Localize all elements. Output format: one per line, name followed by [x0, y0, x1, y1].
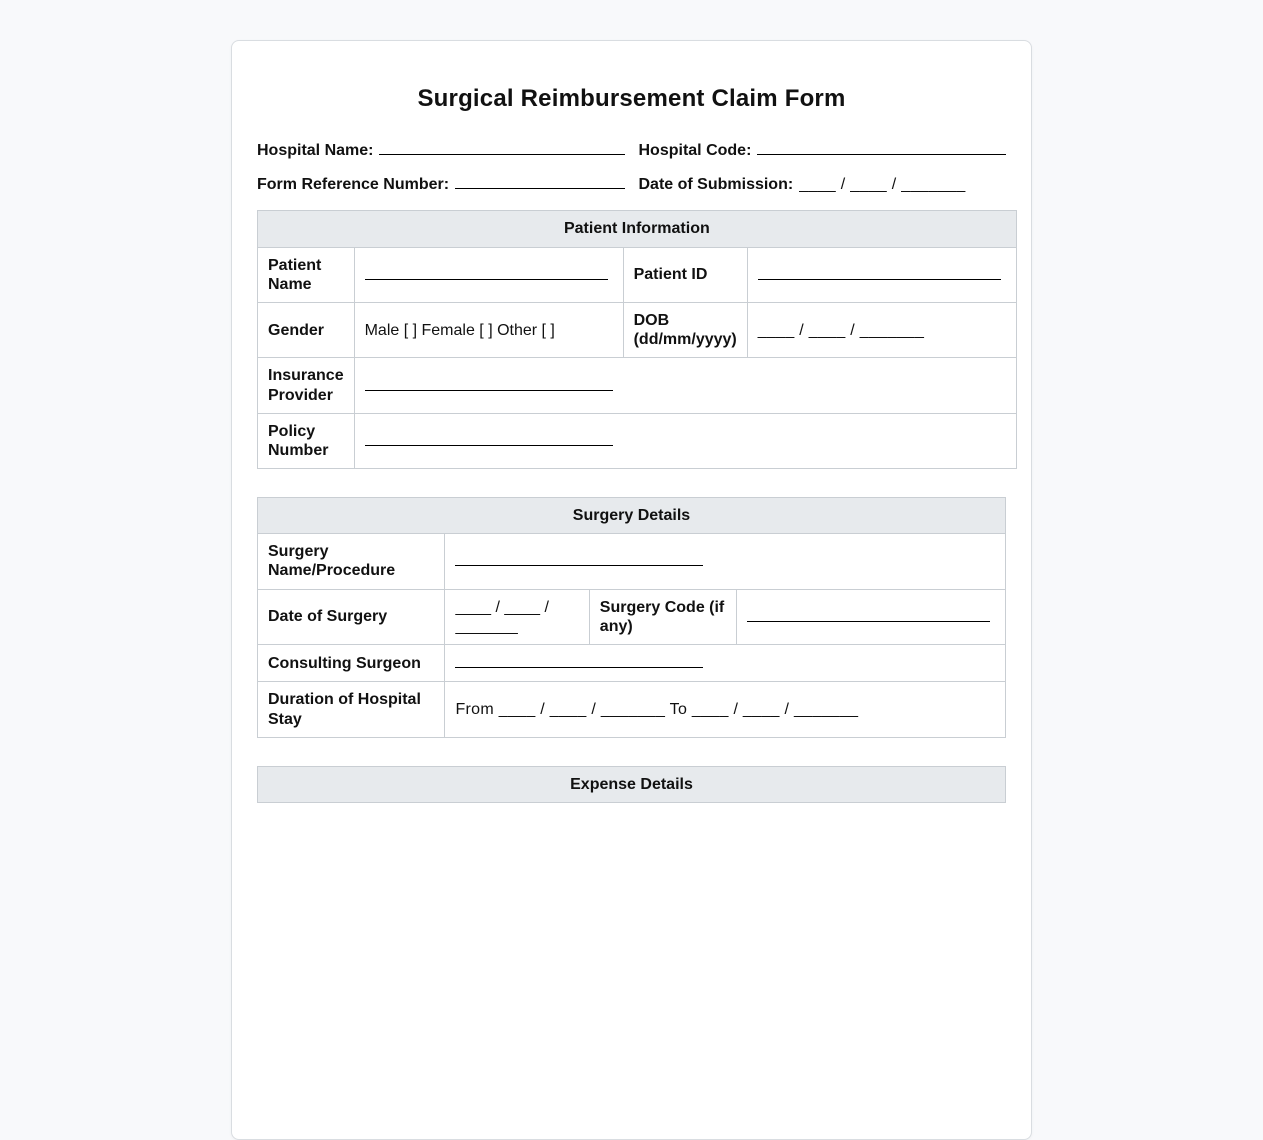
patient-id-cell — [747, 247, 1016, 302]
form-reference-label: Form Reference Number: — [257, 176, 450, 194]
surgery-details-table — [257, 497, 1006, 738]
claim-form-card — [231, 40, 1032, 1140]
form-reference-field — [257, 175, 625, 194]
surgery-details-section-header: Surgery Details — [258, 498, 1006, 534]
table-row — [258, 413, 1017, 468]
date-of-submission-blanks: ____ / ____ / _______ — [799, 176, 966, 194]
surgery-name-blank-line — [455, 551, 703, 566]
table-row — [258, 247, 1017, 302]
insurance-provider-label: Insurance Provider — [258, 358, 355, 413]
expense-details-section-header: Expense Details — [258, 766, 1006, 802]
patient-name-cell — [354, 247, 623, 302]
hospital-code-field — [639, 141, 1007, 160]
patient-id-label: Patient ID — [623, 247, 747, 302]
date-of-submission-field — [639, 175, 1007, 194]
dob-label: DOB (dd/mm/yyyy) — [623, 302, 747, 357]
duration-of-stay-blanks-cell: From ____ / ____ / _______ To ____ / ____ / _______ — [445, 682, 1006, 737]
table-row — [258, 302, 1017, 357]
table-row — [258, 645, 1006, 682]
patient-id-blank-line — [758, 265, 1001, 280]
consulting-surgeon-label: Consulting Surgeon — [258, 645, 445, 682]
table-row — [258, 589, 1006, 644]
header-row-1 — [257, 141, 1006, 160]
header-row-2 — [257, 175, 1006, 194]
insurance-provider-cell — [354, 358, 1016, 413]
date-of-surgery-label: Date of Surgery — [258, 589, 445, 644]
duration-of-stay-label: Duration of Hospital Stay — [258, 682, 445, 737]
patient-information-table — [257, 210, 1017, 469]
table-row — [258, 534, 1006, 589]
date-of-submission-label: Date of Submission: — [638, 176, 794, 194]
dob-blanks-cell: ____ / ____ / _______ — [747, 302, 1016, 357]
policy-number-label: Policy Number — [258, 413, 355, 468]
patient-name-blank-line — [365, 265, 608, 280]
hospital-name-field — [257, 141, 625, 160]
patient-information-section-header: Patient Information — [258, 211, 1017, 247]
surgery-code-label: Surgery Code (if any) — [589, 589, 736, 644]
form-reference-blank-line — [455, 188, 624, 189]
expense-details-table — [257, 766, 1006, 803]
surgery-name-cell — [445, 534, 1006, 589]
table-row — [258, 358, 1017, 413]
surgery-name-label: Surgery Name/Procedure — [258, 534, 445, 589]
gender-label: Gender — [258, 302, 355, 357]
insurance-provider-blank-line — [365, 375, 613, 390]
date-of-surgery-blanks-cell: ____ / ____ / _______ — [445, 589, 589, 644]
hospital-code-label: Hospital Code: — [638, 142, 752, 159]
consulting-surgeon-cell — [445, 645, 1006, 682]
hospital-name-blank-line — [379, 154, 624, 155]
surgery-code-cell — [736, 589, 1005, 644]
table-row — [258, 682, 1006, 737]
consulting-surgeon-blank-line — [455, 653, 703, 668]
patient-name-label: Patient Name — [258, 247, 355, 302]
hospital-code-blank-line — [757, 154, 1006, 155]
form-title: Surgical Reimbursement Claim Form — [417, 85, 846, 112]
policy-number-blank-line — [365, 431, 613, 446]
hospital-name-label: Hospital Name: — [257, 142, 374, 159]
policy-number-cell — [354, 413, 1016, 468]
gender-options-cell: Male [ ] Female [ ] Other [ ] — [354, 302, 623, 357]
surgery-code-blank-line — [747, 607, 990, 622]
